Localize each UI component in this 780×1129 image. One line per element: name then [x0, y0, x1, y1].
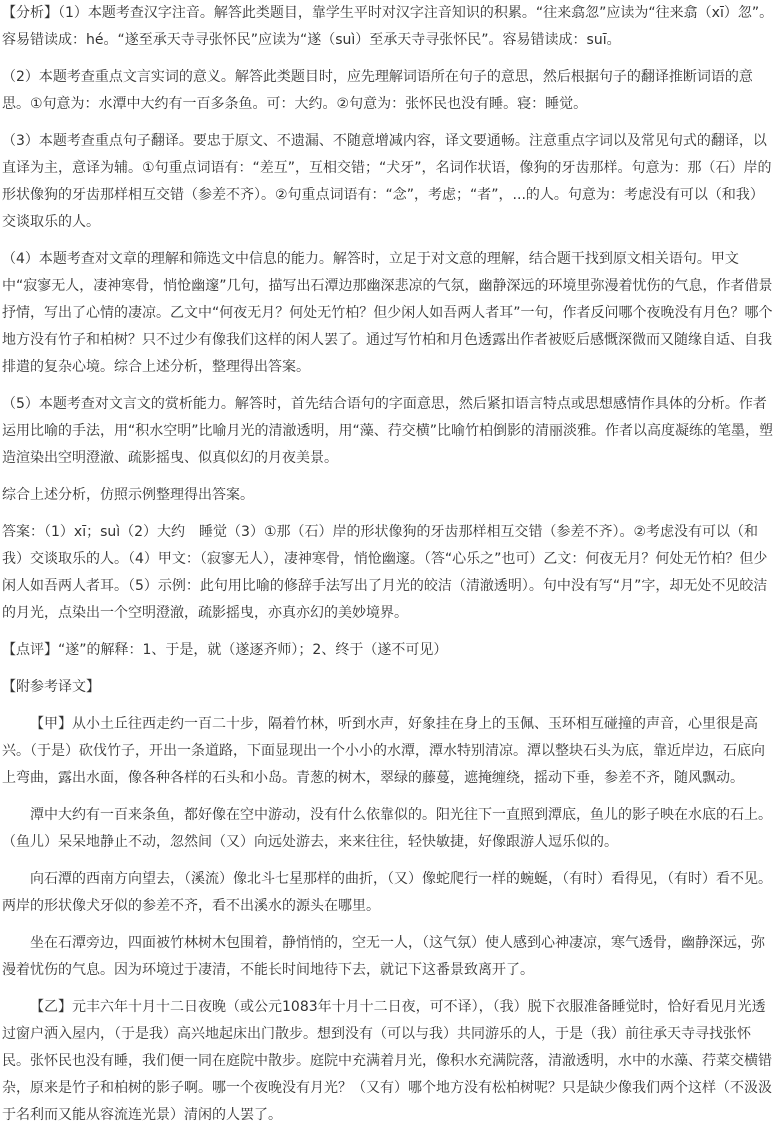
analysis-summary: 综合上述分析，仿照示例整理得出答案。 — [2, 487, 254, 503]
analysis-paragraph-3: （3）本题考查重点句子翻译。要忠于原文、不遗漏、不随意增减内容，译文要通畅。注意重点字词以及常见句式的翻译，以直译为主，意译为辅。①句重点词语有：“差互”，互相交错；“犬牙”，名词作状语，像狗的牙齿那样。句意为：那（石）岸的形状像狗的牙齿那样相互交错（参差不齐）。②句重点词语有：“念”，考虑；“者”，...的人。句意为：考虑没有可以（和我）交谈取乐的人。 — [2, 133, 772, 230]
analysis-paragraph-2: （2）本题考查重点文言实词的意义。解答此类题目时，应先理解词语所在句子的意思，然后根据句子的翻译推断词语的意思。①句意为：水潭中大约有一百多条鱼。可：大约。②句意为：张怀民也没有睡。寝：睡觉。 — [2, 69, 753, 112]
translation-heading: 【附参考译文】 — [2, 679, 100, 695]
translation-jia-paragraph-2: 潭中大约有一百来条鱼，都好像在空中游动，没有什么依靠似的。阳光往下一直照到潭底，鱼儿的影子映在水底的石上。（鱼儿）呆呆地静止不动，忽然间（又）向远处游去，来来往往，轻快敏捷，好像跟游人逗乐似的。 — [2, 807, 772, 850]
translation-jia-paragraph-4: 坐在石潭旁边，四面被竹林树木包围着，静悄悄的，空无一人，（这气氛）使人感到心神凄凉，寒气透骨，幽静深远，弥漫着忧伤的气息。因为环境过于凄清，不能长时间地待下去，就记下这番景致离开了。 — [2, 935, 765, 978]
analysis-paragraph-5: （5）本题考查对文言文的赏析能力。解答时，首先结合语句的字面意思，然后紧扣语言特点或思想感情作具体的分析。作者运用比喻的手法，用“积水空明”比喻月光的清澈透明，用“藻、荇交横”比喻竹柏倒影的清丽淡雅。作者以高度凝练的笔墨，塑造渲染出空明澄澈、疏影摇曳、似真似幻的月夜美景。 — [2, 396, 774, 466]
translation-yi-paragraph: 【乙】元丰六年十月十二日夜晚（或公元1083年十月十二日夜，可不译），（我）脱下衣服准备睡觉时，恰好看见月光透过窗户洒入屋内，（于是我）高兴地起床出门散步。想到没有（可以与我）共同游乐的人，于是（我）前往承天寺寻找张怀民。张怀民也没有睡，我们便一同在庭院中散步。庭院中充满着月光，像积水充满院落，清澈透明，水中的水藻、荇菜交横错杂，原来是竹子和柏树的影子啊。哪一个夜晚没有月光？（又有）哪个地方没有松柏树呢？只是缺少像我们两个这样（不汲汲于名利而又能从容流连光景）清闲的人罢了。 — [2, 999, 772, 1123]
answer-paragraph: 答案：（1）xī；suì（2）大约 睡觉（3）①那（石）岸的形状像狗的牙齿那样相互交错（参差不齐）。②考虑没有可以（和我）交谈取乐的人。（4）甲文：（寂寥无人），凄神寒骨，悄怆幽邃。（答“心乐之”也可）乙文：何夜无月？何处无竹柏？但少闲人如吾两人者耳。（5）示例：此句用比喻的修辞手法写出了月光的皎洁（清澈透明）。句中没有写“月”字，却无处不见皎洁的月光，点染出一个空明澄澈，疏影摇曳，亦真亦幻的美妙境界。 — [2, 524, 768, 621]
translation-jia-paragraph-1: 【甲】从小土丘往西走约一百二十步，隔着竹林，听到水声，好象挂在身上的玉佩、玉环相互碰撞的声音，心里很是高兴。（于是）砍伐竹子，开出一条道路，下面显现出一个小小的水潭，潭水特别清凉。潭以整块石头为底，靠近岸边，石底向上弯曲，露出水面，像各种各样的石头和小岛。青葱的树木，翠绿的藤蔓，遮掩缠绕，摇动下垂，参差不齐，随风飘动。 — [2, 716, 765, 786]
translation-jia-paragraph-3: 向石潭的西南方向望去，（溪流）像北斗七星那样的曲折，（又）像蛇爬行一样的蜿蜒，（有时）看得见，（有时）看不见。两岸的形状像犬牙似的参差不齐，看不出溪水的源头在哪里。 — [2, 871, 772, 914]
analysis-paragraph-1: 【分析】（1）本题考查汉字注音。解答此类题目，靠学生平时对汉字注音知识的积累。“往来翕忽”应读为“往来翕（xī）忽”。容易错读成：hé。“遂至承天寺寻张怀民”应读为“遂（suì）至承天寺寻张怀民”。容易错读成：suī。 — [2, 5, 774, 48]
comment-paragraph: 【点评】“遂”的解释：1、于是，就（遂逐齐师）；2、终于（遂不可见） — [2, 642, 448, 658]
analysis-paragraph-4: （4）本题考查对文章的理解和筛选文中信息的能力。解答时，立足于对文意的理解，结合题干找到原文相关语句。甲文中“寂寥无人，凄神寒骨，悄怆幽邃”几句，描写出石潭边那幽深悲凉的气氛，幽静深远的环境里弥漫着忧伤的气息，作者借景抒情，写出了心情的凄凉。乙文中“何夜无月？何处无竹柏？但少闲人如吾两人者耳”一句，作者反问哪个夜晚没有月色？哪个地方没有竹子和柏树？只不过少有像我们这样的闲人罢了。通过写竹柏和月色透露出作者被贬后感慨深微而又随缘自适、自我排遣的复杂心境。综合上述分析，整理得出答案。 — [2, 251, 773, 375]
